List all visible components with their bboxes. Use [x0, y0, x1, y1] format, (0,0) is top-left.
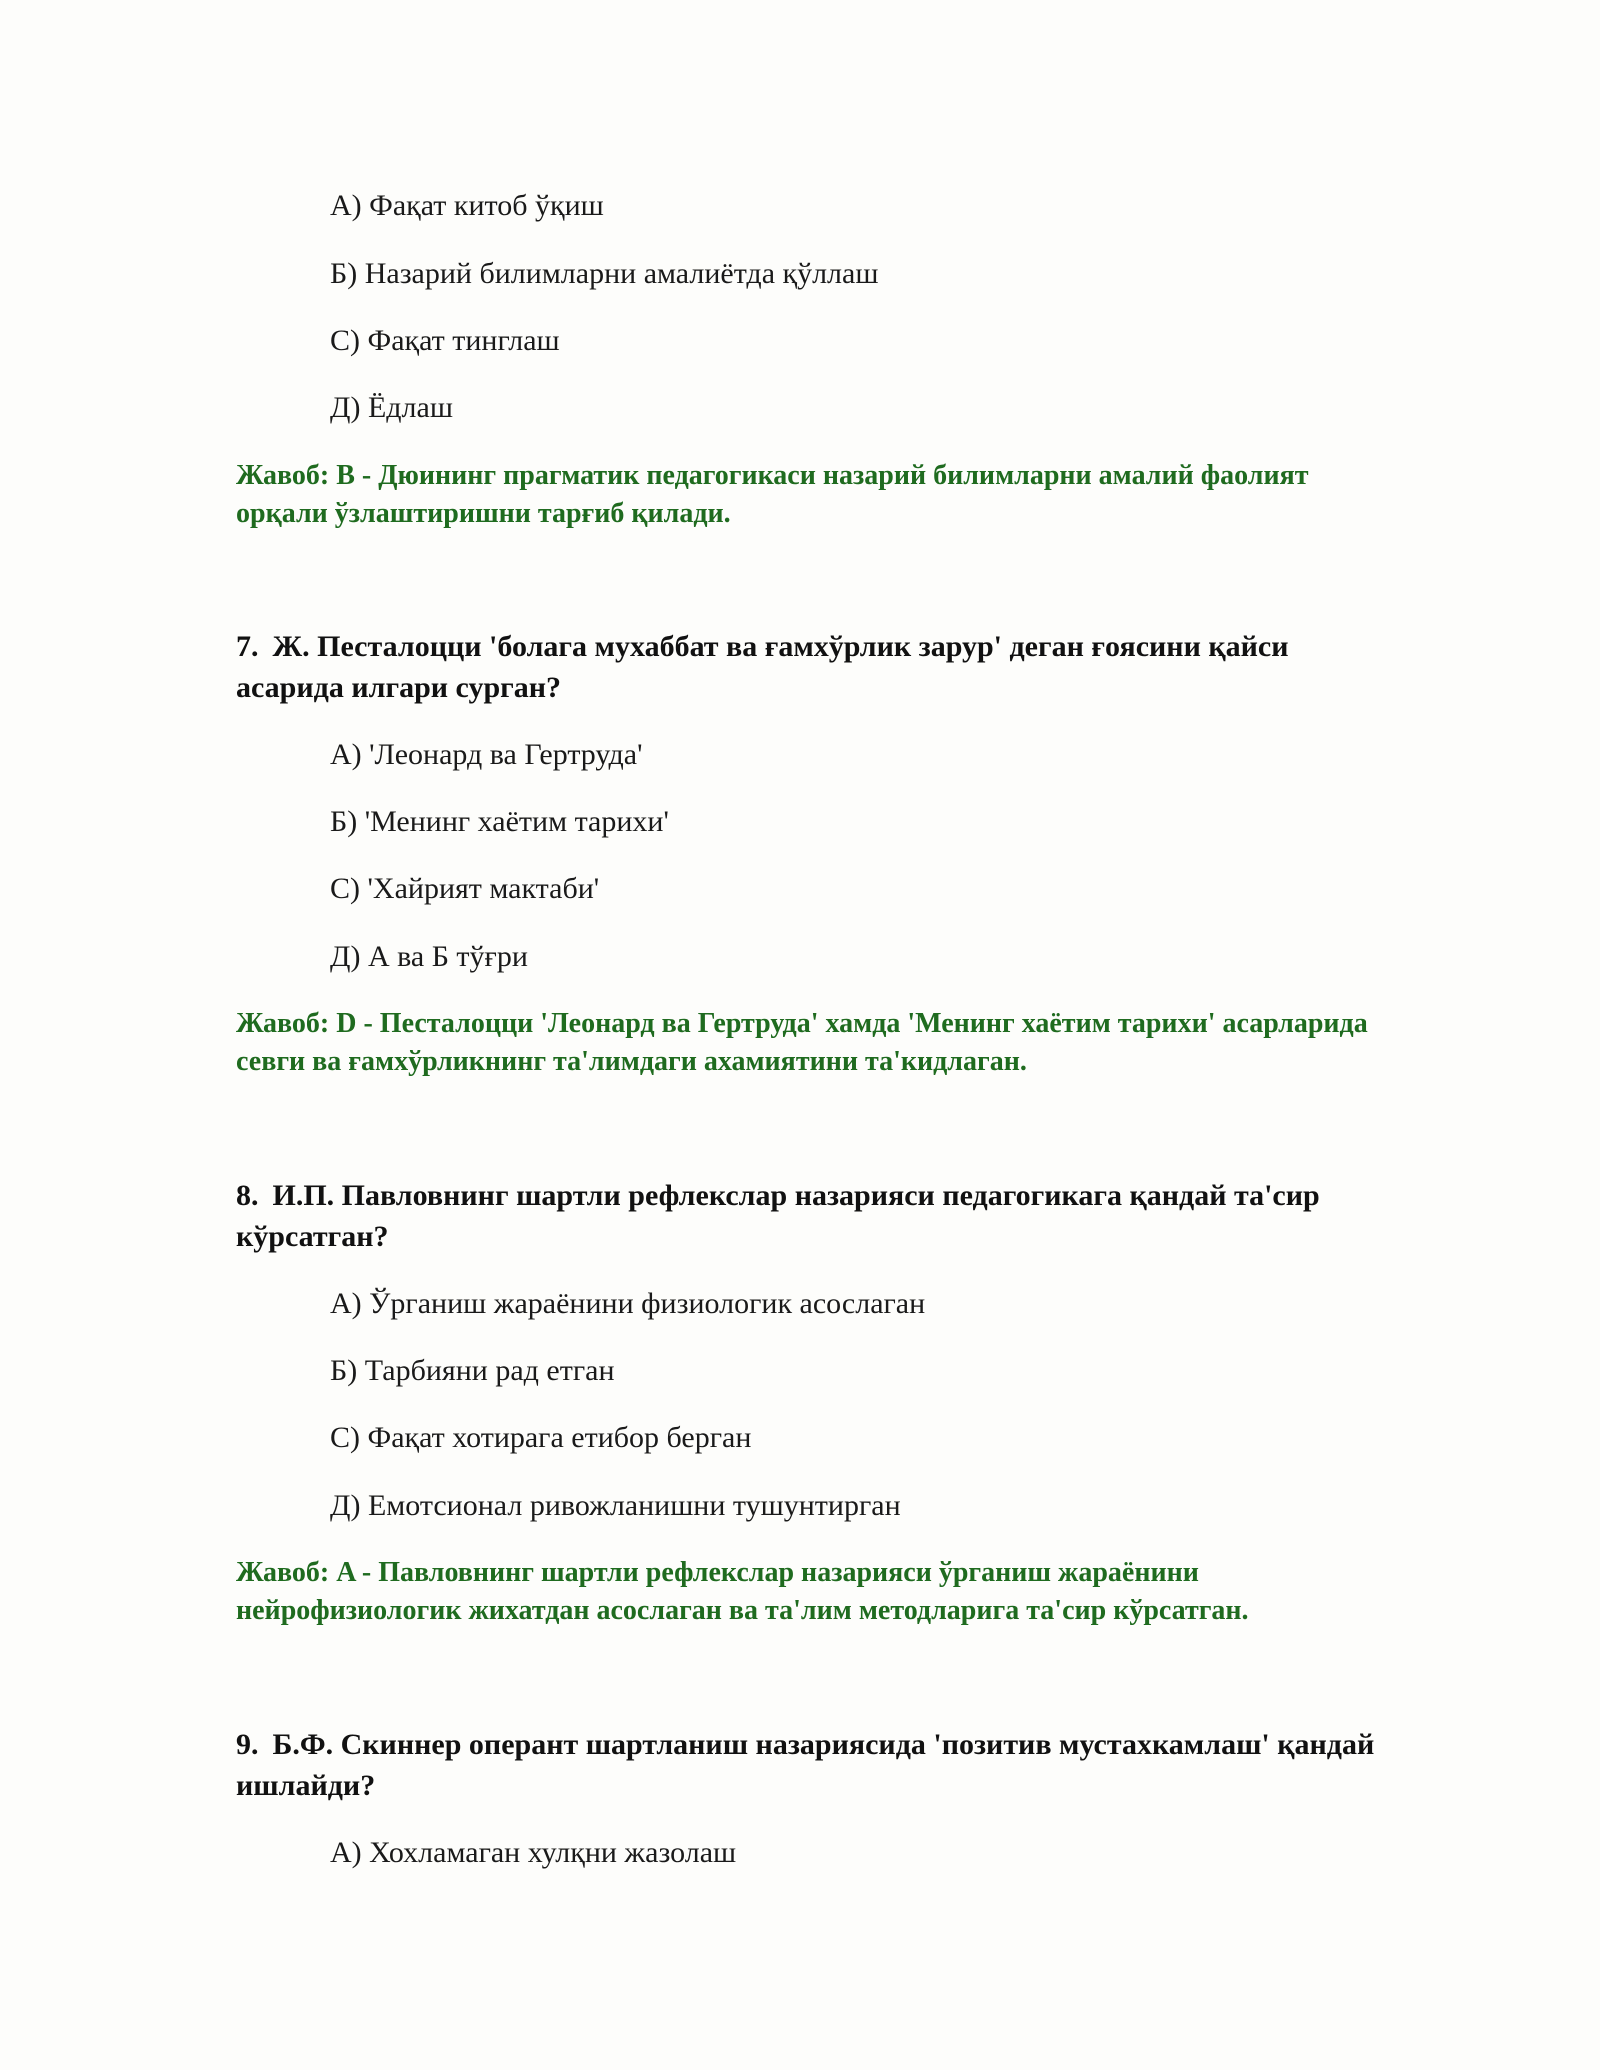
question-number: 9. [236, 1728, 259, 1761]
option-d: Д) Ёдлаш [330, 391, 453, 424]
answer-explanation: Жавоб: A - Павловнинг шартли рефлекслар назарияси ўрганиш жараёнини нейрофизиологик жихатдан асослаган ва та'лим методларига та'сир кўрсатган. [236, 1557, 1249, 1626]
question-text: Б.Ф. Скиннер оперант шартланиш назариясида 'позитив мустахкамлаш' қандай ишлайди? [236, 1728, 1375, 1802]
option-d: Д) А ва Б тўғри [330, 940, 528, 973]
option-c: С) 'Хайрият мактаби' [330, 872, 600, 905]
question-text: Ж. Песталоцци 'болага мухаббат ва ғамхўрлик зарур' деган ғоясини қайси асарида илгари сурган? [236, 630, 1289, 704]
answer-explanation: Жавоб: B - Дюининг прагматик педагогикаси назарий билимларни амалий фаолият орқали ўзлаштиришни тарғиб қилади. [236, 460, 1309, 529]
option-c: С) Фақат хотирага етибор берган [330, 1421, 752, 1454]
option-b: Б) Тарбияни рад етган [330, 1354, 615, 1387]
option-c: С) Фақат тинглаш [330, 324, 560, 357]
question-number: 7. [236, 630, 259, 663]
question-7 [236, 626, 1376, 708]
option-d: Д) Емотсионал ривожланишни тушунтирган [330, 1489, 901, 1522]
option-a: А) Ўрганиш жараёнини физиологик асослаган [330, 1287, 926, 1320]
question-9 [236, 1724, 1376, 1806]
option-a: А) 'Леонард ва Гертруда' [330, 738, 643, 771]
answer-explanation: Жавоб: D - Песталоцци 'Леонард ва Гертруда' хамда 'Менинг хаётим тарихи' асарларида севги ва ғамхўрликнинг та'лимдаги ахамиятини та'кидлаган. [236, 1008, 1368, 1077]
option-a: А) Хохламаган хулқни жазолаш [330, 1836, 737, 1869]
option-b: Б) 'Менинг хаётим тарихи' [330, 805, 669, 838]
question-text: И.П. Павловнинг шартли рефлекслар назарияси педагогикага қандай та'сир кўрсатган? [236, 1179, 1320, 1253]
question-number: 8. [236, 1179, 259, 1212]
question-8 [236, 1175, 1376, 1257]
option-a: А) Фақат китоб ўқиш [330, 189, 604, 222]
option-b: Б) Назарий билимларни амалиётда қўллаш [330, 257, 879, 290]
